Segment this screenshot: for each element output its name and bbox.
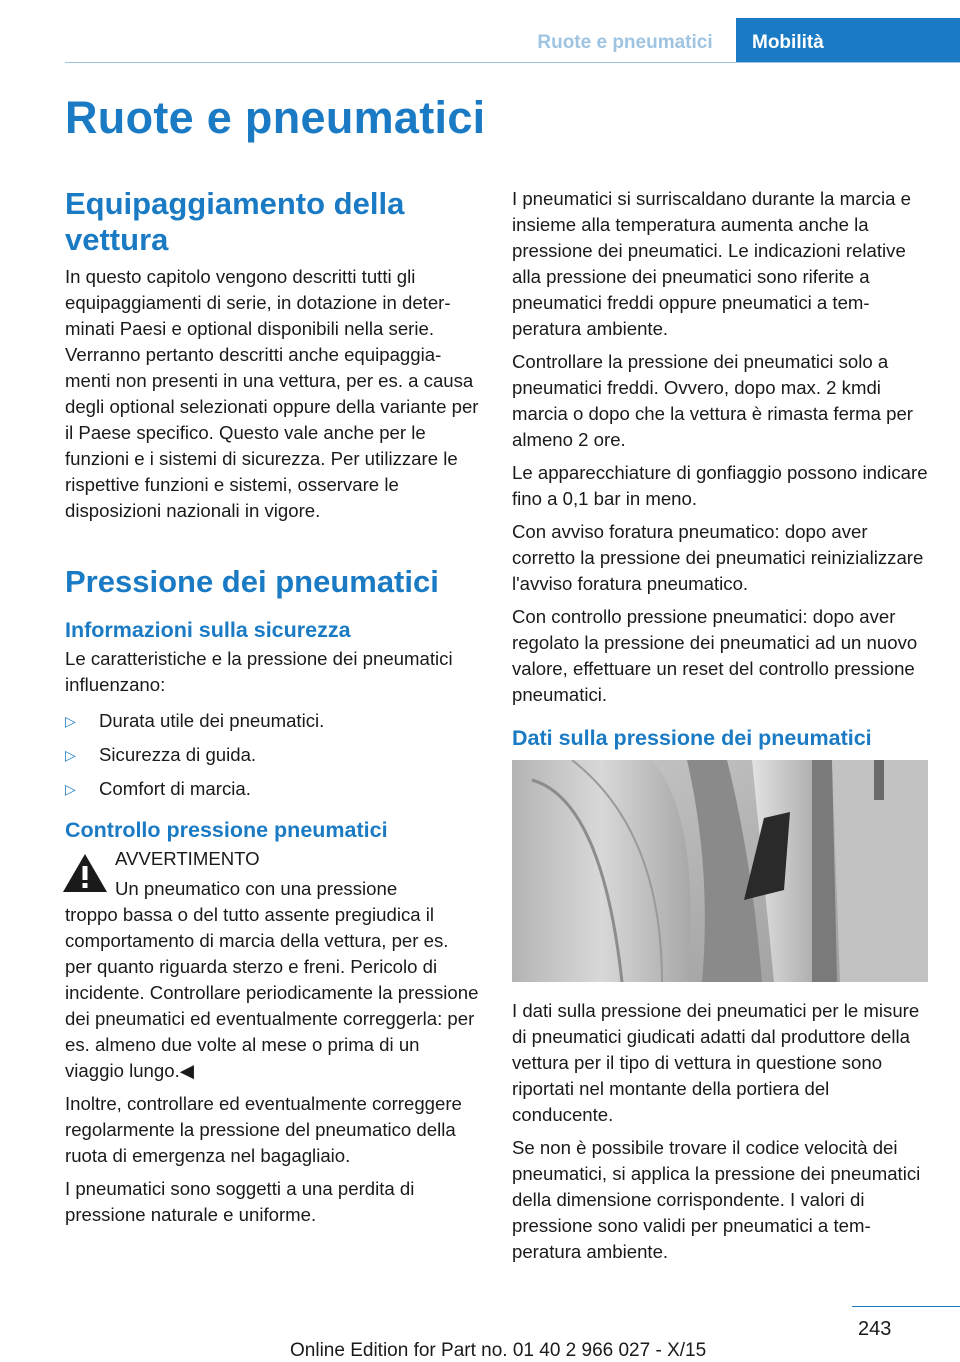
list-item-text: Comfort di marcia. [99,778,251,799]
bullet-list [65,708,480,802]
list-item-text: Sicurezza di guida. [99,744,257,765]
warning-text: troppo bassa o del tutto assente pregiudica il comportamento di marcia della vettura, per es. per quanto riguarda sterzo e freni. Pericolo di incidente. Controllare periodicamente la pressione dei pneumatici ed eventualmente correggerla: per es. almeno due volte al mese o prima di un viaggio lungo.◀ [65,904,479,1081]
warning-triangle-icon [61,852,109,894]
header-section-label: Ruote e pneumatici [537,32,713,53]
heading-pressure-data: Dati sulla pressione dei pneumatici [512,726,872,750]
triangle-bullet-icon: ▷ [65,747,76,763]
paragraph-spare-wheel: Inoltre, controllare ed eventualmente correggere regolarmente la pressione del pneumatico della ruota di emergenza nel bagagliaio. [65,1093,462,1166]
list-item [65,776,480,802]
warning-block [65,846,480,902]
paragraph-pressure-data: I dati sulla pressione dei pneumatici per le misure di pneumatici giudicati adatti dal produttore della vettura per il tipo di vettura in questione sono riportati nel montante della portiera del conducente. [512,1000,920,1125]
paragraph-equipment: In questo capitolo vengono descritti tutti gli equipaggiamenti di serie, in dotazione in determinati Paesi e optional disponibili nella serie. Verranno pertanto descritti anche equipaggiamenti non presenti in una vettura, per es. a causa degli optional selezionati oppure della variante per il Paese specifico. Questo vale anche per le funzioni e i sistemi di sicurezza. Per utilizzare le rispettive funzioni e sistemi, osservare le disposizioni nazionali in vigore. [65,266,479,521]
warning-first-line: Un pneumatico con una pressione [115,878,398,899]
heading-tire-pressure: Pressione dei pneumatici [65,564,439,599]
page-number: 243 [858,1318,892,1340]
heading-safety-info: Informazioni sulla sicurezza [65,618,351,642]
warning-title: AVVERTIMENTO [115,848,260,869]
paragraph-speed-code: Se non è possibile trovare il codice velocità dei pneumatici, si applica la pressione dei pneumatici della dimensione corrispondente. I valori di pressione sono validi per pneumatici a temperatura ambiente. [512,1137,921,1262]
heading-pressure-check: Controllo pressione pneumatici [65,818,388,842]
triangle-bullet-icon: ▷ [65,713,76,729]
header-chapter-tab: Mobilità [736,18,960,62]
page-title: Ruote e pneumatici [65,92,486,143]
header-rule [65,62,960,63]
paragraph-flat-tire-warning: Con avviso foratura pneumatico: dopo aver corretto la pressione dei pneumatici reinizializzare l'avviso foratura pneumatico. [512,521,924,594]
right-column [512,186,930,1272]
paragraph-pressure-monitor: Con controllo pressione pneumatici: dopo aver regolato la pressione dei pneumatici ad un nuovo valore, effettuare un reset del controllo pressione pneumatici. [512,606,918,705]
list-item [65,742,480,768]
paragraph-safety: Le caratteristiche e la pressione dei pneumatici influenzano: [65,648,453,695]
left-column [65,186,480,1235]
paragraph-cold-check: Controllare la pressione dei pneumatici solo a pneumatici freddi. Ovvero, dopo max. 2 kmdi marcia o dopo che la vettura è rimasta ferma per almeno 2 ore. [512,351,913,450]
heading-equipment: Equipaggiamento della vettura [65,186,405,257]
list-item [65,708,480,734]
list-item-text: Durata utile dei pneumatici. [99,710,325,731]
footer-edition: Online Edition for Part no. 01 40 2 966 027 - X/15 [290,1340,707,1361]
paragraph-pressure-loss: I pneumatici sono soggetti a una perdita di pressione naturale e uniforme. [65,1178,415,1225]
footer-rule [852,1306,960,1307]
door-pillar-photo [512,760,928,982]
paragraph-inflation-devices: Le apparecchiature di gonfiaggio possono indicare fino a 0,1 bar in meno. [512,462,928,509]
paragraph-heating: I pneumatici si surriscaldano durante la marcia e insieme alla temperatura aumenta anche la pressione dei pneumatici. Le indicazioni relative alla pressione dei pneumatici sono riferite a pneumatici freddi oppure pneumatici a temperatura ambiente. [512,188,911,339]
triangle-bullet-icon: ▷ [65,781,76,797]
